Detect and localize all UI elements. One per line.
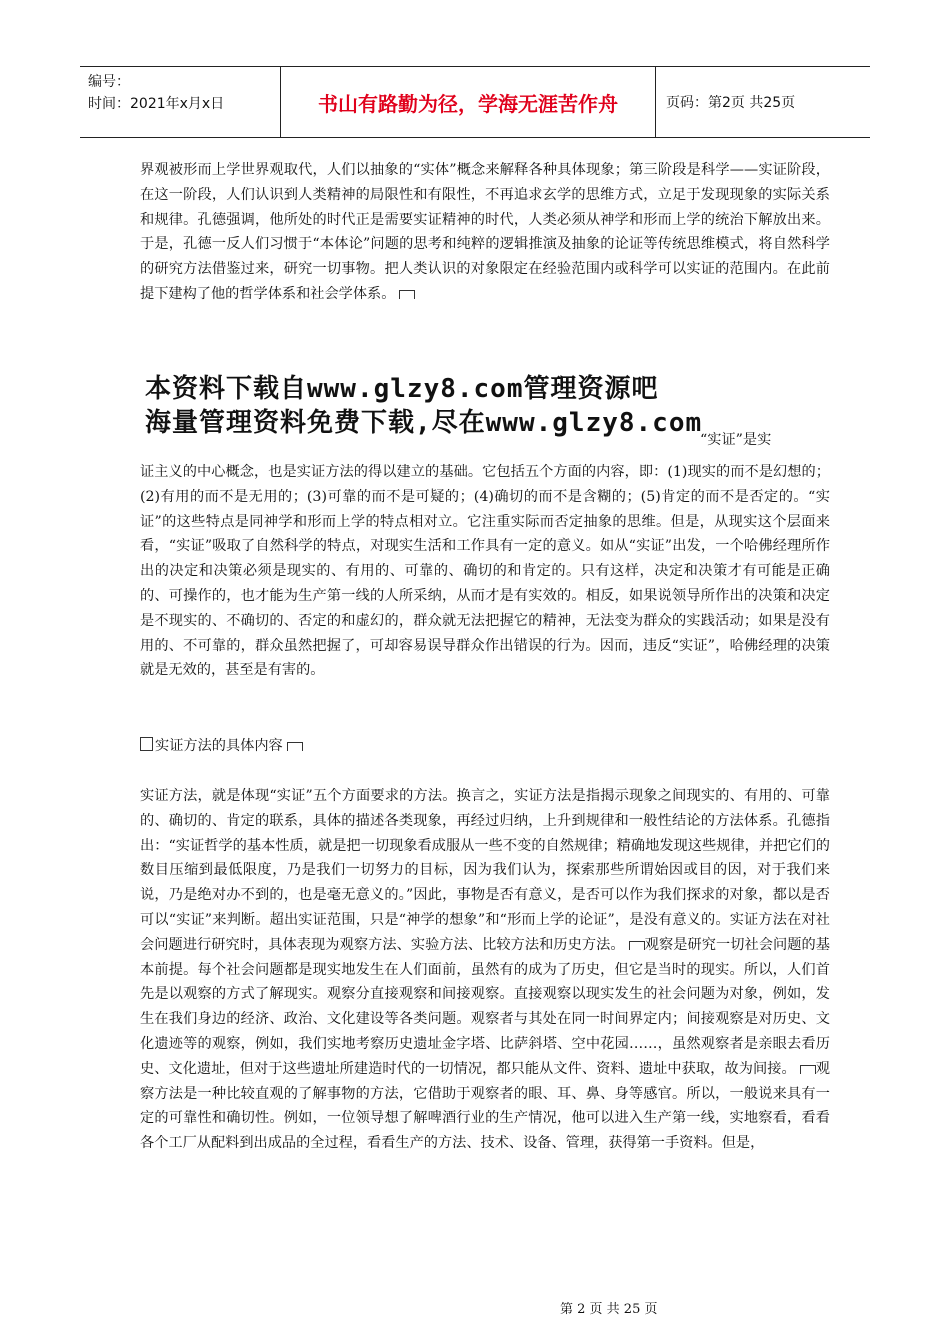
header-page-info: 页码：第2页 共25页 bbox=[666, 95, 796, 111]
banner-tail: “实证”是实 bbox=[700, 432, 772, 448]
paragraph-mark-icon bbox=[800, 1065, 816, 1074]
paragraph-1-text: 界观被形而上学世界观取代，人们以抽象的“实体”概念来解释各种具体现象；第三阶段是科学——实证阶段，在这一阶段，人们认识到人类精神的局限性和有限性，不再追求玄学的思维方式，立足于发现现象的实际关系和规律。孔德强调，他所处的时代正是需要实证精神的时代，人类必须从神学和形而上学的统治下解放出来。于是，孔德一反人们习惯于“本体论”问题的思考和纯粹的逻辑推演及抽象的论证等传统思维模式，将自然科学的研究方法借鉴过来，研究一切事物。把人类认识的对象限定在经验范围内或科学可以实证的范围内。在此前提下建构了他的哲学体系和社会学体系。 bbox=[140, 162, 830, 302]
paragraph-2: 证主义的中心概念，也是实证方法的得以建立的基础。它包括五个方面的内容，即：(1)现实的而不是幻想的；(2)有用的而不是无用的；(3)可靠的而不是可疑的；(4)确切的而不是含糊的；(5)肯定的而不是否定的。“实证”的这些特点是同神学和形而上学的特点相对立。它注重实际而否定抽象的思维。但是，从现实这个层面来看，“实证”吸取了自然科学的特点，对现实生活和工作具有一定的意义。如从“实证”出发，一个哈佛经理所作出的决定和决策必须是现实的、有用的、可靠的、确切的和肯定的。只有这样，决定和决策才有可能是正确的、可操作的，也才能为生产第一线的人所采纳，从而才是有实效的。相反，如果说领导所作出的决策和决定是不现实的、不确切的、否定的和虚幻的，群众就无法把握它的精神，无法变为群众的实践活动；如果是没有用的、不可靠的，群众虽然把握了，可却容易误导群众作出错误的行为。因而，违反“实证”，哈佛经理的决策就是无效的，甚至是有害的。 bbox=[140, 464, 830, 679]
page-header bbox=[80, 66, 870, 138]
paragraph-mark-icon bbox=[287, 742, 303, 751]
section-heading bbox=[140, 734, 830, 759]
banner-line-1: 本资料下载自www.glzy8.com管理资源吧 bbox=[145, 374, 659, 404]
doc-number: 编号： bbox=[88, 74, 130, 90]
paragraph-3b: 观察是研究一切社会问题的基本前提。每个社会问题都是现实地发生在人们面前，虽然有的成为了历史，但它是当时的现实。所以，人们首先是以观察的方式了解现实。观察分直接观察和间接观察。直接观察以现实发生的社会问题为对象，例如，发生在我们身边的经济、政治、文化建设等各类问题。观察者与其处在同一时间界定内；间接观察是对历史、文化遗迹等的观察，例如，我们实地考察历史遗址金字塔、比萨斜塔、空中花园……，虽然观察者是亲眼去看历史、文化遗址，但对于这些遗址所建造时代的一切情况，都只能从文件、资料、遗址中获取，故为间接。 bbox=[140, 936, 830, 1077]
watermark-banner bbox=[145, 372, 705, 440]
page-footer: 第 2 页 共 25 页 bbox=[560, 1302, 658, 1317]
paragraph-mark-icon bbox=[629, 941, 645, 950]
banner-line-2: 海量管理资料免费下载,尽在www.glzy8.com bbox=[145, 408, 703, 438]
paragraph-3c: 观察方法是一种比较直观的了解事物的方法，它借助于观察者的眼、耳、鼻、身等感官。所以，一般说来具有一定的可靠性和确切性。例如，一位领导想了解啤酒行业的生产情况，他可以进入生产第一线，实地察看，看看各个工厂从配料到出成品的全过程，看看生产的方法、技术、设备、管理，获得第一手资料。但是， bbox=[140, 1060, 830, 1152]
paragraph-3a: 实证方法，就是体现“实证”五个方面要求的方法。换言之，实证方法是指揭示现象之间现实的、有用的、可靠的、确切的、肯定的联系，具体的描述各类现象，再经过归纳，上升到规律和一般性结论的方法体系。孔德指出：“实证哲学的基本性质，就是把一切现象看成服从一些不变的自然规律；精确地发现这些规律，并把它们的数目压缩到最低限度，乃是我们一切努力的目标，因为我们认为，探索那些所谓始因或目的因，对于我们来说，乃是绝对办不到的，也是毫无意义的。”因此，事物是否有意义，是否可以作为我们探求的对象，都以是否可以“实证”来判断。超出实证范围，只是“神学的想象”和“形而上学的论证”，是没有意义的。实证方法在对社会问题进行研究时，具体表现为观察方法、实验方法、比较方法和历史方法。 bbox=[140, 788, 830, 953]
header-meta bbox=[80, 67, 280, 137]
checkbox-icon bbox=[140, 737, 153, 751]
heading-text: 实证方法的具体内容 bbox=[155, 738, 283, 754]
paragraph-3 bbox=[140, 784, 830, 1156]
paragraph-1 bbox=[140, 158, 830, 307]
header-motto: 书山有路勤为径，学海无涯苦作舟 bbox=[280, 67, 656, 137]
paragraph-mark-icon bbox=[399, 290, 415, 299]
doc-time: 时间：2021年x月x日 bbox=[88, 96, 225, 112]
